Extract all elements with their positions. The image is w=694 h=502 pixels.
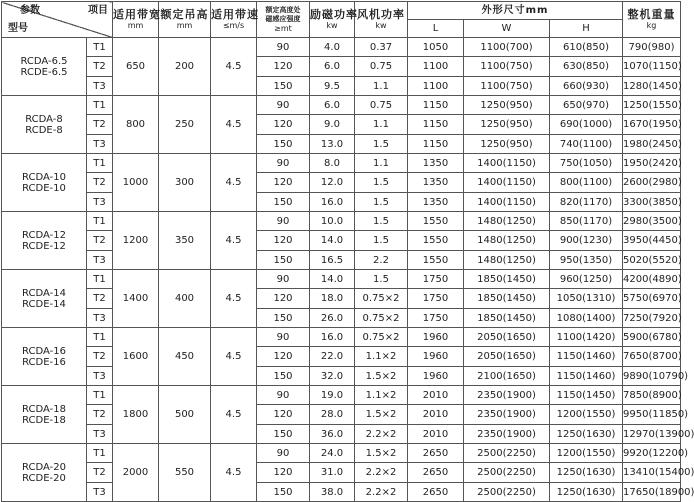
weight-cell: 3950(4450) bbox=[623, 231, 681, 251]
excitation-power-header: 励磁功率 kw bbox=[310, 2, 355, 38]
dim-l-cell: 1350 bbox=[408, 193, 464, 212]
excitation-power-cell: 9.5 bbox=[310, 77, 355, 96]
field-strength-cell: 90 bbox=[257, 328, 310, 347]
dim-l-cell: 1100 bbox=[408, 77, 464, 96]
fan-power-cell: 0.37 bbox=[355, 38, 408, 57]
type-cell: T2 bbox=[87, 405, 113, 425]
dim-w-cell: 1480(1250) bbox=[464, 251, 550, 270]
field-strength-cell: 90 bbox=[257, 386, 310, 405]
weight-cell: 1670(1950) bbox=[623, 115, 681, 135]
dim-h-cell: 1250(1630) bbox=[550, 483, 623, 502]
type-cell: T3 bbox=[87, 425, 113, 444]
weight-cell: 3300(3850) bbox=[623, 193, 681, 212]
dim-h-cell: 740(1100) bbox=[550, 135, 623, 154]
dim-h-cell: 960(1250) bbox=[550, 270, 623, 289]
table-row bbox=[2, 289, 681, 309]
fan-power-cell: 2.2×2 bbox=[355, 425, 408, 444]
dimensions-header: 外形尺寸mm bbox=[408, 2, 623, 20]
dim-h-cell: 1200(1550) bbox=[550, 405, 623, 425]
weight-cell: 1250(1550) bbox=[623, 96, 681, 115]
belt-speed-cell: 4.5 bbox=[211, 270, 257, 328]
fan-power-cell: 2.2×2 bbox=[355, 483, 408, 502]
type-cell: T2 bbox=[87, 57, 113, 77]
model-e-label: RCDE-6.5 bbox=[20, 66, 68, 78]
fan-power-cell: 1.5 bbox=[355, 135, 408, 154]
field-strength-cell: 120 bbox=[257, 347, 310, 367]
type-cell: T1 bbox=[87, 154, 113, 173]
belt-speed-cell: 4.5 bbox=[211, 328, 257, 386]
excitation-power-cell: 18.0 bbox=[310, 289, 355, 309]
fan-power-cell: 0.75×2 bbox=[355, 328, 408, 347]
weight-header: 整机重量 kg bbox=[623, 2, 681, 38]
model-e-label: RCDE-18 bbox=[22, 414, 66, 426]
dim-l-cell: 1750 bbox=[408, 270, 464, 289]
table-row bbox=[2, 115, 681, 135]
dim-l-cell: 1150 bbox=[408, 135, 464, 154]
table-row bbox=[2, 173, 681, 193]
model-e-label: RCDE-14 bbox=[22, 298, 66, 310]
model-cell bbox=[2, 38, 87, 96]
dim-w-cell: 1400(1150) bbox=[464, 193, 550, 212]
dim-l-cell: 1550 bbox=[408, 231, 464, 251]
dim-w-cell: 2500(2250) bbox=[464, 463, 550, 483]
field-strength-cell: 90 bbox=[257, 270, 310, 289]
lift-height-cell: 250 bbox=[159, 96, 211, 154]
model-e-label: RCDE-20 bbox=[22, 472, 66, 484]
table-row bbox=[2, 444, 681, 463]
type-cell: T3 bbox=[87, 251, 113, 270]
belt-speed-cell: 4.5 bbox=[211, 154, 257, 212]
table-row bbox=[2, 425, 681, 444]
type-cell: T1 bbox=[87, 386, 113, 405]
belt-speed-cell: 4.5 bbox=[211, 96, 257, 154]
type-cell: T3 bbox=[87, 77, 113, 96]
field-strength-cell: 90 bbox=[257, 212, 310, 231]
fan-power-cell: 0.75 bbox=[355, 57, 408, 77]
model-a-label: RCDA-8 bbox=[25, 113, 63, 125]
weight-cell: 7850(8900) bbox=[623, 386, 681, 405]
dim-l-cell: 1150 bbox=[408, 96, 464, 115]
model-cell bbox=[2, 386, 87, 444]
dim-h-cell: 630(850) bbox=[550, 57, 623, 77]
spec-table-body bbox=[2, 38, 694, 502]
dim-l-header: L bbox=[408, 20, 464, 38]
table-row bbox=[2, 96, 681, 115]
dim-h-cell: 750(1050) bbox=[550, 154, 623, 173]
lift-height-cell: 500 bbox=[159, 386, 211, 444]
weight-cell: 1070(1150) bbox=[623, 57, 681, 77]
field-strength-cell: 150 bbox=[257, 367, 310, 386]
weight-cell: 790(980) bbox=[623, 38, 681, 57]
excitation-power-cell: 36.0 bbox=[310, 425, 355, 444]
weight-cell: 7650(8700) bbox=[623, 347, 681, 367]
excitation-power-cell: 28.0 bbox=[310, 405, 355, 425]
excitation-power-cell: 6.0 bbox=[310, 57, 355, 77]
dim-h-cell: 1050(1310) bbox=[550, 289, 623, 309]
param-model-header bbox=[2, 2, 113, 38]
lift-height-cell: 400 bbox=[159, 270, 211, 328]
field-strength-cell: 90 bbox=[257, 96, 310, 115]
fan-power-cell: 1.5 bbox=[355, 270, 408, 289]
weight-cell: 9890(10790) bbox=[623, 367, 681, 386]
dim-h-cell: 660(930) bbox=[550, 77, 623, 96]
model-a-label: RCDA-6.5 bbox=[20, 55, 68, 67]
dim-l-cell: 1150 bbox=[408, 115, 464, 135]
dim-h-cell: 1250(1630) bbox=[550, 425, 623, 444]
excitation-power-cell: 4.0 bbox=[310, 38, 355, 57]
field-strength-cell: 120 bbox=[257, 463, 310, 483]
fan-power-cell: 1.5 bbox=[355, 231, 408, 251]
dim-w-header: W bbox=[464, 20, 550, 38]
belt-speed-header: 适用带速 ≤m/s bbox=[211, 2, 257, 38]
model-e-label: RCDE-12 bbox=[22, 240, 66, 252]
lift-height-cell: 350 bbox=[159, 212, 211, 270]
model-a-label: RCDA-12 bbox=[22, 229, 66, 241]
dim-h-cell: 1150(1460) bbox=[550, 367, 623, 386]
dim-w-cell: 2350(1900) bbox=[464, 386, 550, 405]
dim-w-cell: 1850(1450) bbox=[464, 309, 550, 328]
excitation-power-cell: 32.0 bbox=[310, 367, 355, 386]
field-strength-cell: 150 bbox=[257, 135, 310, 154]
weight-cell: 13410(15400) bbox=[623, 463, 681, 483]
dim-l-cell: 1100 bbox=[408, 57, 464, 77]
dim-l-cell: 2650 bbox=[408, 444, 464, 463]
table-row bbox=[2, 77, 681, 96]
dim-l-cell: 1960 bbox=[408, 367, 464, 386]
excitation-power-cell: 12.0 bbox=[310, 173, 355, 193]
type-cell: T3 bbox=[87, 367, 113, 386]
table-row bbox=[2, 135, 681, 154]
type-cell: T1 bbox=[87, 270, 113, 289]
weight-cell: 5900(6780) bbox=[623, 328, 681, 347]
belt-width-cell: 2000 bbox=[113, 444, 159, 502]
dim-h-cell: 1080(1400) bbox=[550, 309, 623, 328]
field-strength-cell: 120 bbox=[257, 289, 310, 309]
dim-l-cell: 1050 bbox=[408, 38, 464, 57]
dim-h-cell: 1150(1460) bbox=[550, 347, 623, 367]
field-strength-cell: 150 bbox=[257, 425, 310, 444]
weight-cell: 9920(12200) bbox=[623, 444, 681, 463]
fan-power-cell: 0.75 bbox=[355, 96, 408, 115]
fan-power-cell: 0.75×2 bbox=[355, 309, 408, 328]
excitation-power-cell: 8.0 bbox=[310, 154, 355, 173]
table-row bbox=[2, 309, 681, 328]
dim-h-cell: 900(1230) bbox=[550, 231, 623, 251]
table-row bbox=[2, 367, 681, 386]
model-label: 型号 bbox=[8, 23, 28, 34]
type-cell: T3 bbox=[87, 483, 113, 502]
table-row bbox=[2, 251, 681, 270]
excitation-power-cell: 31.0 bbox=[310, 463, 355, 483]
excitation-power-cell: 10.0 bbox=[310, 212, 355, 231]
dim-w-cell: 1100(750) bbox=[464, 57, 550, 77]
weight-cell: 7250(7920) bbox=[623, 309, 681, 328]
dim-h-cell: 1100(1420) bbox=[550, 328, 623, 347]
table-row bbox=[2, 212, 681, 231]
table-row bbox=[2, 193, 681, 212]
table-row bbox=[2, 347, 681, 367]
model-a-label: RCDA-14 bbox=[22, 287, 66, 299]
type-cell: T1 bbox=[87, 328, 113, 347]
type-cell: T2 bbox=[87, 289, 113, 309]
fan-power-cell: 1.1×2 bbox=[355, 386, 408, 405]
type-cell: T1 bbox=[87, 38, 113, 57]
belt-width-cell: 1800 bbox=[113, 386, 159, 444]
dim-l-cell: 1750 bbox=[408, 309, 464, 328]
model-e-label: RCDE-16 bbox=[22, 356, 66, 368]
model-cell bbox=[2, 154, 87, 212]
dim-h-cell: 820(1170) bbox=[550, 193, 623, 212]
type-cell: T3 bbox=[87, 193, 113, 212]
belt-width-cell: 650 bbox=[113, 38, 159, 96]
excitation-power-cell: 6.0 bbox=[310, 96, 355, 115]
dim-w-cell: 1250(950) bbox=[464, 135, 550, 154]
belt-speed-cell: 4.5 bbox=[211, 38, 257, 96]
belt-width-cell: 1600 bbox=[113, 328, 159, 386]
excitation-power-cell: 38.0 bbox=[310, 483, 355, 502]
model-a-label: RCDA-10 bbox=[22, 171, 66, 183]
model-e-label: RCDE-10 bbox=[22, 182, 66, 194]
weight-cell: 17650(18900) bbox=[623, 483, 681, 502]
dim-l-cell: 2650 bbox=[408, 463, 464, 483]
dim-w-cell: 2100(1650) bbox=[464, 367, 550, 386]
field-strength-cell: 150 bbox=[257, 483, 310, 502]
dim-w-cell: 1850(1450) bbox=[464, 289, 550, 309]
dim-w-cell: 1250(950) bbox=[464, 115, 550, 135]
fan-power-header: 风机功率 kw bbox=[355, 2, 408, 38]
belt-width-cell: 800 bbox=[113, 96, 159, 154]
dim-w-cell: 1250(950) bbox=[464, 96, 550, 115]
excitation-power-cell: 9.0 bbox=[310, 115, 355, 135]
weight-cell: 9950(11850) bbox=[623, 405, 681, 425]
table-row bbox=[2, 463, 681, 483]
field-strength-cell: 120 bbox=[257, 231, 310, 251]
fan-power-cell: 1.5 bbox=[355, 173, 408, 193]
dim-h-cell: 850(1170) bbox=[550, 212, 623, 231]
field-strength-cell: 120 bbox=[257, 57, 310, 77]
dim-h-cell: 610(850) bbox=[550, 38, 623, 57]
field-strength-cell: 90 bbox=[257, 444, 310, 463]
field-strength-cell: 120 bbox=[257, 173, 310, 193]
field-strength-cell: 90 bbox=[257, 154, 310, 173]
type-cell: T1 bbox=[87, 212, 113, 231]
dim-w-cell: 2500(2250) bbox=[464, 444, 550, 463]
model-cell bbox=[2, 328, 87, 386]
weight-cell: 2600(2980) bbox=[623, 173, 681, 193]
excitation-power-cell: 24.0 bbox=[310, 444, 355, 463]
fan-power-cell: 1.5×2 bbox=[355, 405, 408, 425]
fan-power-cell: 1.5 bbox=[355, 212, 408, 231]
fan-power-cell: 1.1×2 bbox=[355, 347, 408, 367]
excitation-power-cell: 16.0 bbox=[310, 193, 355, 212]
model-cell bbox=[2, 96, 87, 154]
dim-h-cell: 950(1350) bbox=[550, 251, 623, 270]
weight-cell: 1280(1450) bbox=[623, 77, 681, 96]
lift-height-header: 额定吊高 mm bbox=[159, 2, 211, 38]
excitation-power-cell: 14.0 bbox=[310, 270, 355, 289]
fan-power-cell: 1.5×2 bbox=[355, 367, 408, 386]
table-row bbox=[2, 154, 681, 173]
spec-table bbox=[1, 1, 694, 502]
type-cell: T1 bbox=[87, 444, 113, 463]
table-row bbox=[2, 57, 681, 77]
lift-height-cell: 450 bbox=[159, 328, 211, 386]
type-cell: T3 bbox=[87, 135, 113, 154]
type-cell: T3 bbox=[87, 309, 113, 328]
dim-w-cell: 2050(1650) bbox=[464, 347, 550, 367]
type-cell: T2 bbox=[87, 463, 113, 483]
fan-power-cell: 1.1 bbox=[355, 77, 408, 96]
dim-h-cell: 1150(1450) bbox=[550, 386, 623, 405]
fan-power-cell: 0.75×2 bbox=[355, 289, 408, 309]
dim-w-cell: 2350(1900) bbox=[464, 405, 550, 425]
dim-l-cell: 1960 bbox=[408, 347, 464, 367]
lift-height-cell: 550 bbox=[159, 444, 211, 502]
model-cell bbox=[2, 444, 87, 502]
excitation-power-cell: 19.0 bbox=[310, 386, 355, 405]
param-label: 参数 bbox=[20, 5, 40, 16]
item-label: 项目 bbox=[88, 5, 108, 16]
field-strength-cell: 90 bbox=[257, 38, 310, 57]
belt-speed-cell: 4.5 bbox=[211, 212, 257, 270]
model-e-label: RCDE-8 bbox=[25, 124, 63, 136]
fan-power-cell: 1.1 bbox=[355, 154, 408, 173]
excitation-power-cell: 16.0 bbox=[310, 328, 355, 347]
dim-l-cell: 1960 bbox=[408, 328, 464, 347]
field-strength-cell: 150 bbox=[257, 309, 310, 328]
field-strength-cell: 150 bbox=[257, 77, 310, 96]
type-cell: T1 bbox=[87, 96, 113, 115]
model-a-label: RCDA-18 bbox=[22, 403, 66, 415]
dim-l-cell: 2650 bbox=[408, 483, 464, 502]
type-cell: T2 bbox=[87, 115, 113, 135]
fan-power-cell: 1.1 bbox=[355, 115, 408, 135]
excitation-power-cell: 16.5 bbox=[310, 251, 355, 270]
dim-l-cell: 2010 bbox=[408, 425, 464, 444]
table-row bbox=[2, 270, 681, 289]
table-row bbox=[2, 405, 681, 425]
weight-cell: 2980(3500) bbox=[623, 212, 681, 231]
dim-h-cell: 1200(1550) bbox=[550, 444, 623, 463]
dim-l-cell: 1750 bbox=[408, 289, 464, 309]
model-a-label: RCDA-20 bbox=[22, 461, 66, 473]
dim-l-cell: 1550 bbox=[408, 212, 464, 231]
weight-cell: 1980(2450) bbox=[623, 135, 681, 154]
table-row bbox=[2, 328, 681, 347]
dim-l-cell: 1550 bbox=[408, 251, 464, 270]
dim-w-cell: 1400(1150) bbox=[464, 173, 550, 193]
dim-l-cell: 2010 bbox=[408, 405, 464, 425]
fan-power-cell: 1.5 bbox=[355, 193, 408, 212]
dim-w-cell: 2500(2250) bbox=[464, 483, 550, 502]
weight-cell: 5750(6970) bbox=[623, 289, 681, 309]
fan-power-cell: 2.2×2 bbox=[355, 463, 408, 483]
excitation-power-cell: 14.0 bbox=[310, 231, 355, 251]
excitation-power-cell: 26.0 bbox=[310, 309, 355, 328]
dim-h-cell: 650(970) bbox=[550, 96, 623, 115]
dim-l-cell: 1350 bbox=[408, 154, 464, 173]
weight-cell: 1950(2420) bbox=[623, 154, 681, 173]
weight-cell: 12970(13900) bbox=[623, 425, 681, 444]
dim-h-cell: 800(1100) bbox=[550, 173, 623, 193]
belt-width-header: 适用带宽 mm bbox=[113, 2, 159, 38]
dim-l-cell: 1350 bbox=[408, 173, 464, 193]
excitation-power-cell: 22.0 bbox=[310, 347, 355, 367]
dim-h-cell: 1250(1630) bbox=[550, 463, 623, 483]
dim-w-cell: 1100(700) bbox=[464, 38, 550, 57]
table-row bbox=[2, 483, 681, 502]
table-row bbox=[2, 231, 681, 251]
dim-w-cell: 1480(1250) bbox=[464, 212, 550, 231]
dim-w-cell: 2350(1900) bbox=[464, 425, 550, 444]
lift-height-cell: 300 bbox=[159, 154, 211, 212]
dim-h-cell: 690(1000) bbox=[550, 115, 623, 135]
belt-width-cell: 1400 bbox=[113, 270, 159, 328]
type-cell: T2 bbox=[87, 173, 113, 193]
type-cell: T2 bbox=[87, 347, 113, 367]
excitation-power-cell: 13.0 bbox=[310, 135, 355, 154]
field-strength-cell: 150 bbox=[257, 193, 310, 212]
belt-width-cell: 1000 bbox=[113, 154, 159, 212]
belt-speed-cell: 4.5 bbox=[211, 386, 257, 444]
model-cell bbox=[2, 212, 87, 270]
dim-w-cell: 1850(1450) bbox=[464, 270, 550, 289]
field-strength-cell: 120 bbox=[257, 115, 310, 135]
belt-speed-cell: 4.5 bbox=[211, 444, 257, 502]
dim-w-cell: 1480(1250) bbox=[464, 231, 550, 251]
fan-power-cell: 2.2 bbox=[355, 251, 408, 270]
field-strength-cell: 150 bbox=[257, 251, 310, 270]
lift-height-cell: 200 bbox=[159, 38, 211, 96]
belt-width-cell: 1200 bbox=[113, 212, 159, 270]
dim-w-cell: 2050(1650) bbox=[464, 328, 550, 347]
fan-power-cell: 1.5×2 bbox=[355, 444, 408, 463]
model-a-label: RCDA-16 bbox=[22, 345, 66, 357]
dim-l-cell: 2010 bbox=[408, 386, 464, 405]
dim-w-cell: 1400(1150) bbox=[464, 154, 550, 173]
table-row bbox=[2, 38, 681, 57]
weight-cell: 5020(5520) bbox=[623, 251, 681, 270]
dim-h-header: H bbox=[550, 20, 623, 38]
weight-cell: 4200(4890) bbox=[623, 270, 681, 289]
dim-w-cell: 1100(750) bbox=[464, 77, 550, 96]
field-strength-header: 额定高度处 磁感应强度 ≥mt bbox=[257, 2, 310, 38]
field-strength-cell: 120 bbox=[257, 405, 310, 425]
model-cell bbox=[2, 270, 87, 328]
table-row bbox=[2, 386, 681, 405]
type-cell: T2 bbox=[87, 231, 113, 251]
